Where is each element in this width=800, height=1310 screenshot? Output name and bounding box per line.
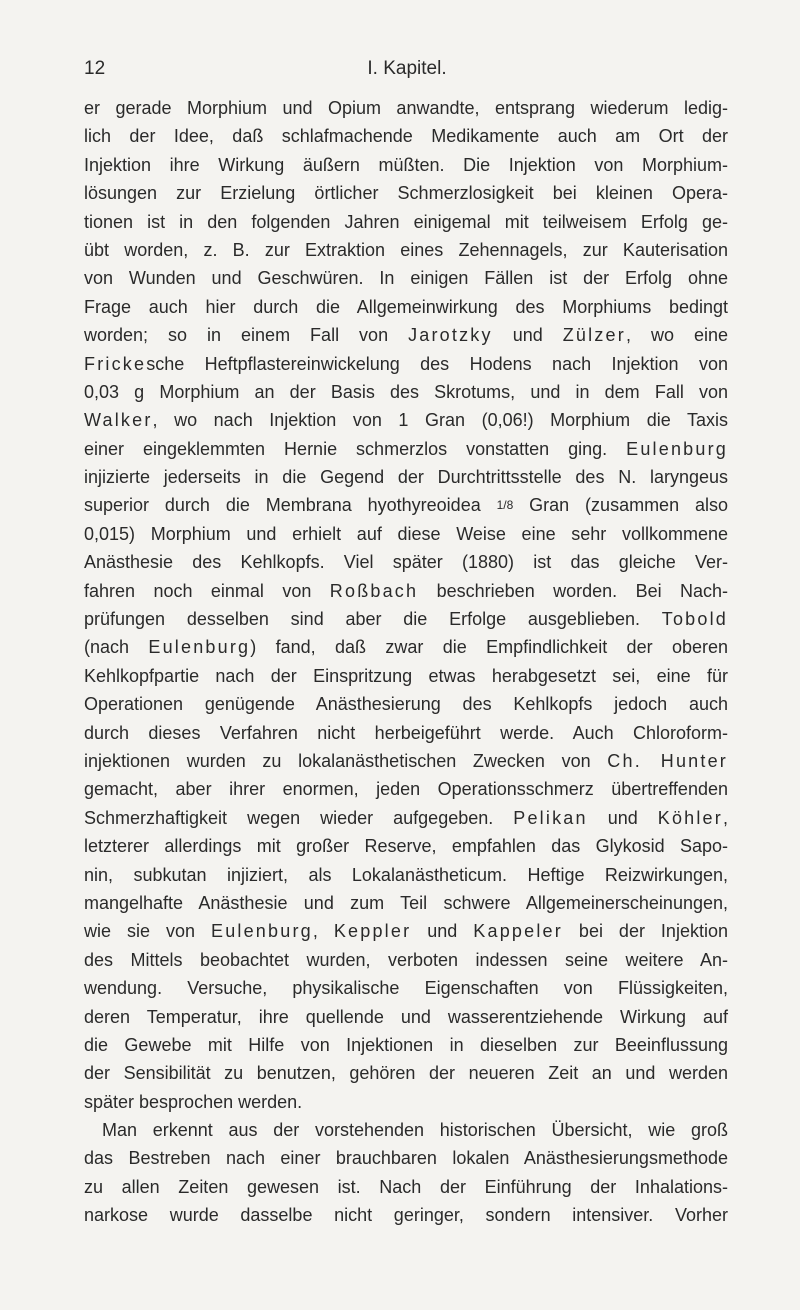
- text-line: [84, 690, 728, 718]
- text-line: [84, 1201, 728, 1229]
- text-segment: tionen ist in den folgenden Jahren einigemal mit teilweisem Erfolg ge-: [84, 211, 728, 232]
- text-segment: des Mittels beobachtet wurden, verboten indessen seine weitere An-: [84, 949, 728, 970]
- text-line: [84, 406, 728, 434]
- text-line: [84, 1003, 728, 1031]
- text-segment: Frage auch hier durch die Allgemeinwirkung des Morphiums bedingt: [84, 296, 728, 317]
- text-segment: 0,015) Morphium und erhielt auf diese Weise eine sehr vollkommene: [84, 523, 728, 544]
- text-line: [84, 861, 728, 889]
- chapter-title: I. Kapitel.: [367, 58, 447, 79]
- spaced-name: Tobold: [661, 609, 728, 630]
- text-segment: , wo nach Injektion von 1 Gran (0,06!) Morphium die Taxis: [152, 410, 728, 431]
- text-line: [84, 719, 728, 747]
- text-line: [84, 321, 728, 349]
- text-segment: lich der Idee, daß schlafmachende Medikamente auch am Ort der: [84, 126, 728, 147]
- text-segment: Schmerzhaftigkeit wegen wieder aufgegeben.: [84, 807, 514, 828]
- text-segment: die Gewebe mit Hilfe von Injektionen in dieselben zur Beeinflussung: [84, 1034, 728, 1055]
- spaced-name: Ch. Hunter: [607, 750, 728, 771]
- text-segment: Anästhesie des Kehlkopfs. Viel später (1880) ist das gleiche Ver-: [84, 552, 728, 573]
- text-line: [84, 889, 728, 917]
- text-line: [84, 662, 728, 690]
- text-line: [84, 605, 728, 633]
- text-line: [84, 236, 728, 264]
- text-segment: ,: [312, 921, 334, 942]
- text-line: [84, 1031, 728, 1059]
- text-line: [84, 435, 728, 463]
- text-segment: prüfungen desselben sind aber die Erfolge ausgeblieben.: [84, 609, 662, 630]
- spaced-name: Jarotzky: [408, 325, 493, 346]
- text-segment: fahren noch einmal von: [84, 580, 330, 601]
- text-segment: 0,03 g Morphium an der Basis des Skrotums, und in dem Fall von: [84, 381, 728, 402]
- text-line: [84, 633, 728, 661]
- spaced-name: Eulenburg: [626, 438, 728, 459]
- spaced-name: Roßbach: [329, 580, 419, 601]
- text-line: [84, 179, 728, 207]
- text-line: [84, 548, 728, 576]
- text-segment: wendung. Versuche, physikalische Eigenschaften von Flüssigkeiten,: [84, 978, 728, 999]
- text-line: [84, 264, 728, 292]
- text-segment: wie sie von: [84, 921, 211, 942]
- text-line: [84, 1173, 728, 1201]
- text-segment: ,: [722, 807, 728, 828]
- text-line: [84, 747, 728, 775]
- spaced-name: Köhler: [657, 807, 723, 828]
- text-segment: bei der Injektion: [562, 921, 728, 942]
- text-segment: (nach: [84, 637, 149, 658]
- text-line: [84, 804, 728, 832]
- spaced-name: Eulenburg: [148, 637, 251, 658]
- text-segment: Gran (zusammen also: [513, 495, 728, 516]
- spaced-name: Pelikan: [513, 807, 588, 828]
- text-segment: letzterer allerdings mit großer Reserve, empfahlen das Glykosid Sapo-: [84, 836, 728, 857]
- text-segment: Kehlkopfpartie nach der Einspritzung etwas herabgesetzt sei, eine für: [84, 665, 728, 686]
- text-line: [84, 491, 728, 519]
- page-number: 12: [84, 58, 106, 79]
- text-line: [84, 378, 728, 406]
- spaced-name: Kappeler: [473, 921, 563, 942]
- text-segment: der Sensibilität zu benutzen, gehören der neueren Zeit an und werden: [84, 1063, 728, 1084]
- running-head: [84, 58, 730, 88]
- text-segment: Man erkennt aus der vorstehenden historischen Übersicht, wie groß: [102, 1120, 728, 1141]
- text-segment: und: [411, 921, 474, 942]
- spaced-name: Walker: [84, 410, 153, 431]
- text-segment: ) fand, daß zwar die Empfindlichkeit der oberen: [250, 637, 728, 658]
- spaced-name: Keppler: [333, 921, 412, 942]
- text-line: [84, 293, 728, 321]
- text-segment: lösungen zur Erzielung örtlicher Schmerzlosigkeit bei kleinen Opera-: [84, 183, 728, 204]
- text-segment: durch dieses Verfahren nicht herbeigeführt werde. Auch Chloroform-: [84, 722, 728, 743]
- text-segment: injizierte jederseits in die Gegend der Durchtrittsstelle des N. laryngeus: [84, 467, 728, 488]
- text-segment: Injektion ihre Wirkung äußern müßten. Die Injektion von Morphium-: [84, 154, 728, 175]
- body-text: [84, 94, 728, 1230]
- text-line: [84, 775, 728, 803]
- text-line: [84, 208, 728, 236]
- text-line: [84, 917, 728, 945]
- text-segment: einer eingeklemmten Hernie schmerzlos vonstatten ging.: [84, 438, 627, 459]
- text-segment: nin, subkutan injiziert, als Lokalanästheticum. Heftige Reizwirkungen,: [84, 864, 728, 885]
- text-line: [84, 974, 728, 1002]
- text-segment: deren Temperatur, ihre quellende und wasserentziehende Wirkung auf: [84, 1006, 728, 1027]
- text-line: [84, 1116, 728, 1144]
- text-segment: injektionen wurden zu lokalanästhetischen Zwecken von: [84, 750, 608, 771]
- spaced-name: Zülzer: [562, 325, 626, 346]
- fraction: 1/8: [496, 498, 514, 513]
- text-line: [84, 520, 728, 548]
- spaced-name: Fricke: [84, 353, 147, 374]
- text-segment: und: [492, 325, 563, 346]
- text-segment: worden; so in einem Fall von: [84, 325, 409, 346]
- text-line: [84, 946, 728, 974]
- text-segment: sche Heftpflastereinwickelung des Hodens nach Injektion von: [146, 353, 728, 374]
- text-line: [84, 350, 728, 378]
- text-line: [84, 1059, 728, 1087]
- text-segment: von Wunden und Geschwüren. In einigen Fällen ist der Erfolg ohne: [84, 268, 728, 289]
- text-segment: gemacht, aber ihrer enormen, jeden Operationsschmerz übertreffenden: [84, 779, 728, 800]
- text-line: [84, 577, 728, 605]
- text-line: [84, 1144, 728, 1172]
- text-line: [84, 832, 728, 860]
- text-line: [84, 151, 728, 179]
- text-segment: narkose wurde dasselbe nicht geringer, sondern intensiver. Vorher: [84, 1205, 728, 1226]
- text-segment: übt worden, z. B. zur Extraktion eines Zehennagels, zur Kauterisation: [84, 239, 728, 260]
- text-line: [84, 94, 728, 122]
- text-segment: zu allen Zeiten gewesen ist. Nach der Einführung der Inhalations-: [84, 1176, 728, 1197]
- text-line: [84, 1088, 728, 1116]
- spaced-name: Eulenburg: [210, 921, 313, 942]
- text-segment: er gerade Morphium und Opium anwandte, entsprang wiederum ledig-: [84, 98, 728, 118]
- text-segment: das Bestreben nach einer brauchbaren lokalen Anästhesierungsmethode: [84, 1148, 728, 1169]
- text-segment: Operationen genügende Anästhesierung des Kehlkopfs jedoch auch: [84, 694, 728, 715]
- text-segment: später besprochen werden.: [84, 1091, 303, 1112]
- text-segment: , wo eine: [625, 325, 728, 346]
- text-line: [84, 463, 728, 491]
- text-segment: und: [587, 807, 658, 828]
- text-line: [84, 122, 728, 150]
- text-segment: superior durch die Membrana hyothyreoidea: [84, 495, 497, 516]
- text-segment: mangelhafte Anästhesie und zum Teil schwere Allgemeinerscheinungen,: [84, 892, 728, 913]
- text-segment: beschrieben worden. Bei Nach-: [418, 580, 729, 601]
